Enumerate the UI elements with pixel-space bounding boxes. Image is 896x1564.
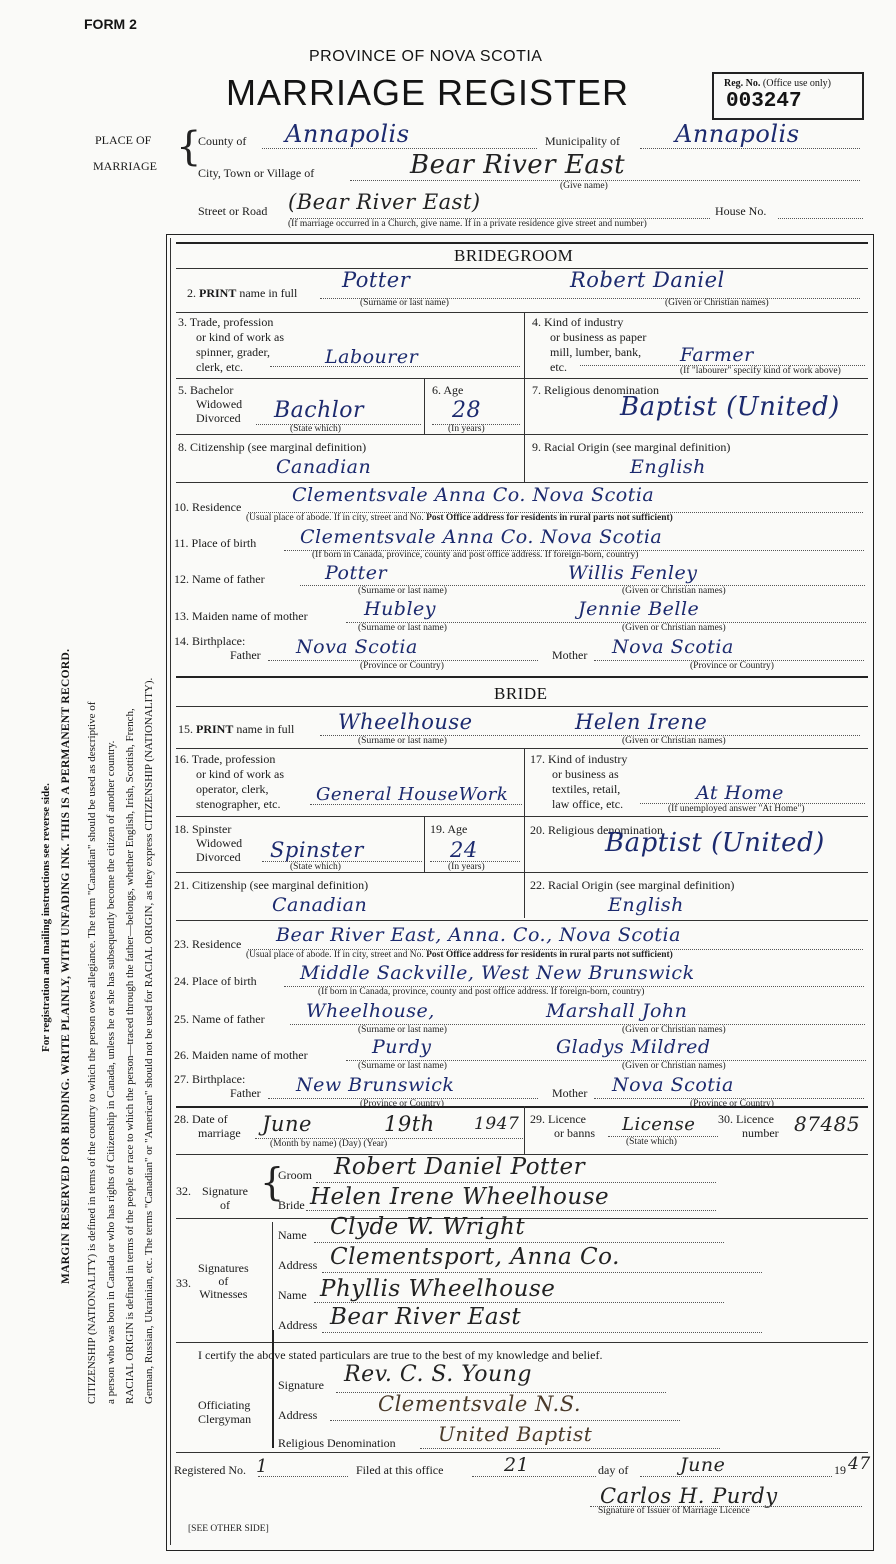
groom-father-label: 12. Name of father — [174, 572, 265, 586]
filed-month: June — [680, 1454, 726, 1476]
groom-prov-note: (Province or Country) — [360, 661, 444, 671]
bride-given-names: Helen Irene — [575, 710, 708, 734]
groom-name-label: name in full — [239, 286, 298, 300]
dotted-fill-line — [310, 804, 522, 805]
signatures-witness-l2: of — [218, 1274, 229, 1288]
municipality-value: Annapolis — [675, 120, 800, 148]
rule-line — [176, 312, 868, 313]
marriage-licence-no-label2: number — [742, 1126, 779, 1140]
bride-section-title: BRIDE — [494, 684, 548, 703]
place-label-2: MARRIAGE — [93, 159, 158, 173]
groom-residence-note1: (Usual place of abode. If in city, street and No. — [246, 513, 424, 523]
reg-number-value: 003247 — [726, 90, 802, 113]
bride-father-given: Marshall John — [546, 1000, 688, 1022]
groom-citizenship: Canadian — [276, 456, 372, 478]
margin-citizenship-def-1: CITIZENSHIP (NATIONALITY) is defined in terms of the country to which the person owes allegiance. The term "Canadian" should be used as descriptive of — [86, 701, 98, 1404]
rule-line — [424, 378, 425, 434]
signatures-label1: Signature — [202, 1184, 248, 1198]
groom-industry-l2: or business as paper — [550, 330, 647, 344]
signatures-groom-label: Groom — [278, 1168, 312, 1182]
dotted-fill-line — [640, 148, 860, 149]
witness-1-address: Clementsport, Anna Co. — [330, 1244, 620, 1270]
groom-trade-l1: 3. Trade, profession — [178, 315, 274, 329]
bride-father-surname: Wheelhouse, — [306, 1000, 435, 1022]
groom-birth-note: (If born in Canada, province, county and post office address. If foreign-born, country) — [312, 550, 639, 560]
filed-day: 21 — [504, 1454, 530, 1476]
bride-mother-surname: Purdy — [372, 1036, 432, 1058]
groom-given-note: (Given or Christian names) — [622, 1061, 726, 1071]
groom-surname-note: (Surname or last name) — [358, 623, 447, 633]
groom-prov-note: (Province or Country) — [690, 661, 774, 671]
municipality-label: Municipality of — [545, 134, 620, 148]
bride-citizenship-label: 21. Citizenship (see marginal definition) — [174, 878, 369, 892]
margin-instructions: For registration and mailing instructions see reverse side. — [40, 783, 52, 1052]
signatures-address-label: Address — [278, 1318, 318, 1332]
bride-name-label: name in full — [236, 722, 295, 736]
groom-trade-l4: clerk, etc. — [196, 360, 243, 374]
registration-filed-label: Filed at this office — [356, 1463, 444, 1477]
rule-line — [524, 434, 525, 482]
city-label: City, Town or Village of — [198, 166, 315, 180]
signatures-bride-label: Bride — [278, 1198, 305, 1212]
groom-mother-birthplace: Nova Scotia — [612, 636, 734, 658]
bride-mother-label: 26. Maiden name of mother — [174, 1048, 308, 1062]
give-name-note: (Give name) — [560, 181, 608, 191]
bride-status-l1: 18. Spinster — [174, 822, 232, 836]
dotted-fill-line — [306, 1210, 716, 1211]
registered-number: 1 — [256, 1456, 268, 1477]
groom-state-which: (State which) — [290, 862, 341, 872]
issuer-signature-label: Signature of Issuer of Marriage Licence — [598, 1506, 750, 1516]
groom-bp-mother-label: Mother — [552, 648, 588, 662]
groom-father-given: Willis Fenley — [568, 562, 698, 584]
registration-day-of: day of — [598, 1463, 629, 1477]
rule-line — [524, 816, 525, 872]
groom-residence-label: 10. Residence — [174, 500, 242, 514]
signatures-clergy-l2: Clergyman — [198, 1412, 252, 1426]
groom-bp-father-label: Father — [230, 648, 261, 662]
bride-industry-l4: law office, etc. — [552, 797, 624, 811]
groom-years: (In years) — [448, 862, 485, 872]
marriage-date-label1: 28. Date of — [174, 1112, 228, 1126]
groom-section-title: BRIDEGROOM — [454, 246, 574, 265]
groom-bp-father-label: Father — [230, 1086, 261, 1100]
signatures-sig-label: Signature — [278, 1378, 324, 1392]
signatures-address-label: Address — [278, 1408, 318, 1422]
bride-bp-label: 27. Birthplace: — [174, 1072, 246, 1086]
witness-2-name: Phyllis Wheelhouse — [320, 1276, 556, 1302]
groom-racial-label: 9. Racial Origin (see marginal definition) — [532, 440, 731, 454]
place-brace: { — [176, 124, 202, 170]
signatures-name-label: Name — [278, 1288, 307, 1302]
groom-surname-note: (Surname or last name) — [360, 298, 449, 308]
dotted-fill-line — [316, 1182, 716, 1183]
groom-given-note: (Given or Christian names) — [622, 623, 726, 633]
brace-glyph: { — [260, 1160, 285, 1204]
bride-industry-note: (If unemployed answer "At Home") — [668, 804, 805, 814]
groom-birthplace: Clementsvale Anna Co. Nova Scotia — [300, 526, 663, 548]
rule-line — [424, 816, 425, 872]
registration-reg-label: Registered No. — [174, 1463, 246, 1477]
city-value: Bear River East — [410, 150, 626, 180]
groom-father-surname: Potter — [325, 562, 388, 584]
bride-mother-birthplace: Nova Scotia — [612, 1074, 734, 1096]
rule-line — [524, 378, 525, 434]
groom-citizenship-label: 8. Citizenship (see marginal definition) — [178, 440, 367, 454]
dotted-fill-line — [262, 148, 537, 149]
rule-line — [272, 1222, 273, 1340]
dotted-fill-line — [778, 218, 863, 219]
bride-trade-l4: stenographer, etc. — [196, 797, 281, 811]
clergy-denomination: United Baptist — [438, 1422, 593, 1446]
rule-line — [176, 378, 868, 379]
rule-line — [176, 482, 868, 483]
bride-trade-l1: 16. Trade, profession — [174, 752, 276, 766]
dotted-fill-line — [262, 861, 422, 862]
groom-trade: Labourer — [325, 346, 419, 368]
rule-line — [176, 242, 868, 244]
rule-line — [524, 312, 525, 378]
street-value: (Bear River East) — [288, 190, 481, 214]
bride-racial-label: 22. Racial Origin (see marginal definition) — [530, 878, 735, 892]
signatures-label-num: 32. — [176, 1184, 191, 1198]
bride-marital-status: Spinster — [270, 838, 364, 862]
margin-racial-def-2: German, Russian, Ukrainian, etc. The terms "Canadian" or "American" should not be used for RACIAL ORIGIN, as they express CITIZENSHIP (NATIONALITY). — [143, 677, 155, 1404]
reg-number-box — [712, 72, 864, 120]
marriage-licence-label1: 29. Licence — [530, 1112, 586, 1126]
groom-surname-note: (Surname or last name) — [358, 586, 447, 596]
groom-bp-label: 14. Birthplace: — [174, 634, 246, 648]
reg-number-note: (Office use only) — [762, 78, 832, 89]
groom-prov-note: (Province or Country) — [690, 1099, 774, 1109]
form-number: FORM 2 — [84, 16, 137, 32]
rule-line — [176, 816, 868, 817]
bride-status-l3: Divorced — [196, 850, 241, 864]
licence-number: 87485 — [794, 1112, 861, 1136]
groom-surname-note: (Surname or last name) — [358, 1061, 447, 1071]
bride-industry-l2: or business as — [552, 767, 619, 781]
bride-father-label: 25. Name of father — [174, 1012, 265, 1026]
signatures-name-label: Name — [278, 1228, 307, 1242]
groom-marital-status: Bachlor — [274, 398, 365, 423]
groom-mother-label: 13. Maiden name of mother — [174, 609, 308, 623]
groom-age: 28 — [452, 398, 481, 423]
groom-father-birthplace: Nova Scotia — [296, 636, 418, 658]
groom-religion-label: 7. Religious denomination — [532, 383, 659, 397]
bride-industry-l1: 17. Kind of industry — [530, 752, 628, 766]
county-value: Annapolis — [285, 120, 410, 148]
see-other-side-note: [SEE OTHER SIDE] — [188, 1524, 269, 1534]
bride-father-birthplace: New Brunswick — [296, 1074, 455, 1096]
groom-residence: Clementsvale Anna Co. Nova Scotia — [292, 484, 655, 506]
certification-statement: I certify the above stated particulars are true to the best of my knowledge and belief. — [198, 1348, 603, 1362]
groom-trade-l2: or kind of work as — [196, 330, 284, 344]
issuer-signature: Carlos H. Purdy — [600, 1484, 778, 1508]
groom-bp-mother-label: Mother — [552, 1086, 588, 1100]
dotted-fill-line — [322, 1272, 762, 1273]
bride-racial-origin: English — [608, 894, 684, 916]
place-label-1: PLACE OF — [95, 133, 152, 147]
rule-line — [524, 748, 525, 816]
signatures-label2: of — [220, 1198, 230, 1212]
bride-name-label-bold: PRINT — [196, 722, 234, 736]
groom-prov-note: (Province or Country) — [360, 1099, 444, 1109]
groom-age-label: 6. Age — [432, 383, 464, 397]
street-label: Street or Road — [198, 204, 268, 218]
groom-residence-note2: Post Office address for residents in rural parts not sufficient) — [426, 513, 673, 523]
reg-number-label: Reg. No. — [724, 78, 761, 89]
bride-trade-l2: or kind of work as — [196, 767, 284, 781]
groom-state-which: (State which) — [290, 424, 341, 434]
groom-trade-l3: spinner, grader, — [196, 345, 271, 359]
church-note: (If marriage occurred in a Church, give name. If in a private residence give street and number) — [288, 219, 647, 229]
groom-name-label-bold: PRINT — [199, 286, 237, 300]
rule-line — [176, 748, 868, 749]
rule-line — [176, 1342, 868, 1343]
groom-racial-origin: English — [630, 456, 706, 478]
groom-signature: Robert Daniel Potter — [334, 1154, 586, 1180]
marriage-day: 19th — [384, 1112, 435, 1136]
dotted-fill-line — [420, 1448, 720, 1449]
groom-birth-label: 11. Place of birth — [174, 536, 257, 550]
dotted-fill-line — [258, 1476, 348, 1477]
groom-religion: Baptist (United) — [620, 392, 840, 422]
groom-industry-note: (If "labourer" specify kind of work above) — [680, 366, 841, 376]
signatures-witness-num: 33. — [176, 1276, 191, 1290]
groom-mother-given: Jennie Belle — [578, 598, 700, 620]
groom-given-note: (Given or Christian names) — [665, 298, 769, 308]
bride-name-label-num: 15. — [178, 722, 193, 736]
dotted-fill-line — [314, 1302, 724, 1303]
groom-mother-surname: Hubley — [364, 598, 437, 620]
signatures-witness-l3: Witnesses — [199, 1287, 248, 1301]
rule-line — [176, 1452, 868, 1453]
groom-residence-note2: Post Office address for residents in rural parts not sufficient) — [426, 950, 673, 960]
groom-given-note: (Given or Christian names) — [622, 586, 726, 596]
groom-surname-note: (Surname or last name) — [358, 1025, 447, 1035]
rule-line — [176, 706, 868, 707]
dotted-fill-line — [322, 1332, 762, 1333]
clergy-address: Clementsvale N.S. — [378, 1392, 582, 1416]
bride-surname: Wheelhouse — [338, 710, 473, 734]
page-title: MARRIAGE REGISTER — [226, 72, 630, 113]
rule-line — [524, 1106, 525, 1154]
bride-religion: Baptist (United) — [605, 828, 825, 858]
bride-age-label: 19. Age — [430, 822, 468, 836]
dotted-fill-line — [640, 1476, 832, 1477]
bride-residence-label: 23. Residence — [174, 937, 242, 951]
groom-given-names: Robert Daniel — [570, 268, 725, 292]
bride-trade: General HouseWork — [316, 784, 509, 805]
witness-2-address: Bear River East — [330, 1304, 522, 1330]
rule-line — [170, 238, 171, 1545]
groom-industry-l3: mill, lumber, bank, — [550, 345, 642, 359]
clergy-signature: Rev. C. S. Young — [344, 1362, 532, 1387]
bride-citizenship: Canadian — [272, 894, 368, 916]
groom-residence-note1: (Usual place of abode. If in city, street and No. — [246, 950, 424, 960]
house-no-label: House No. — [715, 204, 767, 218]
county-label: County of — [198, 134, 247, 148]
signatures-denom-label: Religious Denomination — [278, 1436, 396, 1450]
dotted-fill-line — [330, 1420, 680, 1421]
marriage-year: 1947 — [474, 1114, 520, 1134]
rule-line — [176, 268, 868, 269]
marriage-date-note: (Month by name) (Day) (Year) — [270, 1139, 388, 1149]
margin-binding-notice: MARGIN RESERVED FOR BINDING. WRITE PLAINLY, WITH UNFADING INK. THIS IS A PERMANENT RECORD. — [60, 648, 72, 1284]
dotted-fill-line — [270, 366, 520, 367]
groom-surname: Potter — [342, 268, 411, 292]
groom-status-l2: Widowed — [196, 397, 243, 411]
witness-1-name: Clyde W. Wright — [330, 1214, 526, 1240]
bride-mother-given: Gladys Mildred — [556, 1036, 711, 1058]
bride-religion-label: 20. Religious denomination — [530, 823, 663, 837]
groom-industry-l1: 4. Kind of industry — [532, 315, 624, 329]
rule-line — [272, 1330, 274, 1448]
rule-line — [524, 872, 525, 918]
signatures-clergy-l1: Officiating — [198, 1398, 251, 1412]
groom-birth-note: (If born in Canada, province, county and post office address. If foreign-born, country) — [318, 987, 645, 997]
bride-age: 24 — [450, 838, 478, 862]
groom-given-note: (Given or Christian names) — [622, 1025, 726, 1035]
bride-status-l2: Widowed — [196, 836, 243, 850]
groom-given-note: (Given or Christian names) — [622, 736, 726, 746]
rule-line — [176, 434, 868, 435]
rule-line — [176, 676, 868, 678]
groom-name-label-num: 2. — [187, 286, 196, 300]
signatures-witness-l1: Signatures — [198, 1261, 249, 1275]
marriage-month: June — [262, 1112, 312, 1136]
margin-racial-def-1: RACIAL ORIGIN is defined in terms of the people or race to which the person—traced through the father—belongs, whether English, Irish, Scottish, French, — [124, 708, 136, 1404]
province-heading: PROVINCE OF NOVA SCOTIA — [309, 48, 543, 65]
marriage-licence-label2: or banns — [554, 1126, 595, 1140]
filed-year: 47 — [848, 1454, 871, 1474]
bride-birth-label: 24. Place of birth — [174, 974, 257, 988]
margin-citizenship-def-2: a person who was born in Canada or who has rights of Citizenship in Canada, unless he or she has subsequently become the citizen of another country. — [105, 740, 117, 1404]
bride-residence: Bear River East, Anna. Co., Nova Scotia — [276, 924, 681, 946]
bride-industry: At Home — [696, 782, 784, 804]
groom-industry: Farmer — [680, 344, 754, 366]
groom-years: (In years) — [448, 424, 485, 434]
bride-industry-l3: textiles, retail, — [552, 782, 621, 796]
groom-industry-l4: etc. — [550, 360, 567, 374]
dotted-fill-line — [314, 1242, 724, 1243]
groom-state-which: (State which) — [626, 1137, 677, 1147]
signatures-address-label: Address — [278, 1258, 318, 1272]
groom-surname-note: (Surname or last name) — [358, 736, 447, 746]
groom-status-l1: 5. Bachelor — [178, 383, 234, 397]
registration-year-prefix: 19 — [834, 1463, 846, 1477]
rule-line — [176, 872, 868, 873]
licence-or-banns: License — [622, 1114, 696, 1135]
rule-line — [176, 1106, 868, 1108]
marriage-date-label2: marriage — [198, 1126, 241, 1140]
groom-status-l3: Divorced — [196, 411, 241, 425]
bride-trade-l3: operator, clerk, — [196, 782, 269, 796]
bride-signature: Helen Irene Wheelhouse — [310, 1184, 610, 1210]
marriage-licence-no-label1: 30. Licence — [718, 1112, 774, 1126]
bride-birthplace: Middle Sackville, West New Brunswick — [300, 962, 695, 984]
dotted-fill-line — [472, 1476, 596, 1477]
rule-line — [176, 920, 868, 921]
